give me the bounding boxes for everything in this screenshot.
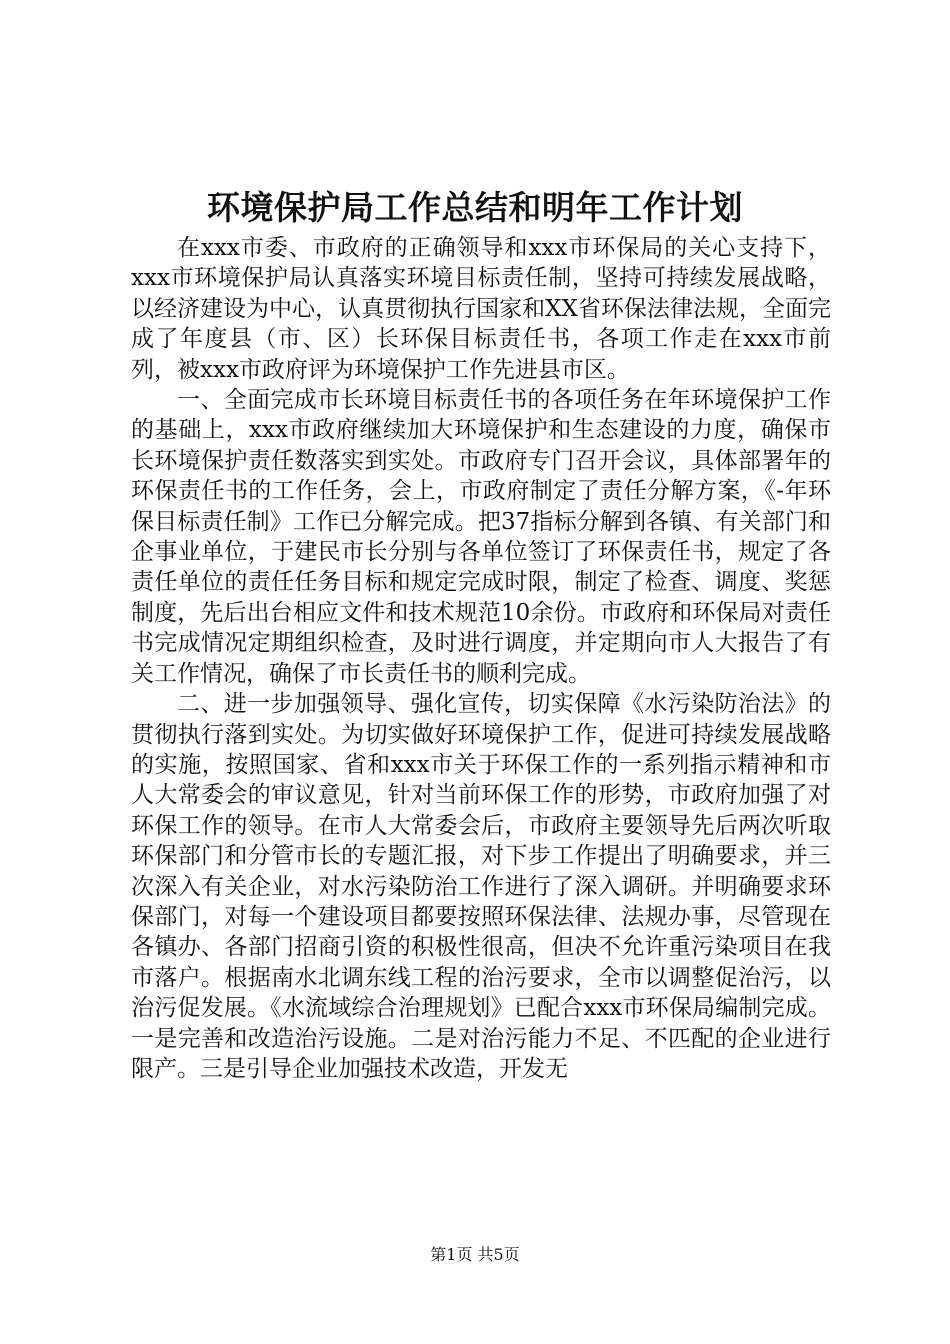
page-number-footer: 第1页 共5页 bbox=[430, 1245, 520, 1264]
document-body bbox=[131, 233, 831, 1084]
document-title: 环境保护局工作总结和明年工作计划 bbox=[207, 188, 743, 227]
paragraph-section-one: 一、全面完成市长环境目标责任书的各项任务在年环境保护工作的基础上，xxx市政府继续加大环境保护和生态建设的力度，确保市长环境保护责任数落实到实处。市政府专门召开会议，具体部署年的环保责任书的工作任务，会上，市政府制定了责任分解方案，《-年环保目标责任制》工作已分解完成。把37指标分解到各镇、有关部门和企事业单位，于建民市长分别与各单位签订了环保责任书，规定了各责任单位的责任任务目标和规定完成时限，制定了检查、调度、奖惩制度，先后出台相应文件和技术规范10余份。市政府和环保局对责任书完成情况定期组织检查，及时进行调度，并定期向市人大报告了有关工作情况，确保了市长责任书的顺利完成。 bbox=[131, 387, 831, 687]
paragraph-intro: 在xxx市委、市政府的正确领导和xxx市环保局的关心支持下，xxx市环境保护局认真落实环境目标责任制，坚持可持续发展战略，以经济建设为中心，认真贯彻执行国家和XX省环保法律法规，全面完成了年度县（市、区）长环保目标责任书，各项工作走在xxx市前列，被xxx市政府评为环境保护工作先进县市区。 bbox=[131, 235, 831, 383]
paragraph-section-two: 二、进一步加强领导、强化宣传，切实保障《水污染防治法》的贯彻执行落到实处。为切实做好环境保护工作，促进可持续发展战略的实施，按照国家、省和xxx市关于环保工作的一系列指示精神和市人大常委会的审议意见，针对当前环保工作的形势，市政府加强了对环保工作的领导。在市人大常委会后，市政府主要领导先后两次听取环保部门和分管市长的专题汇报，对下步工作提出了明确要求，并三次深入有关企业，对水污染防治工作进行了深入调研。并明确要求环保部门，对每一个建设项目都要按照环保法律、法规办事，尽管现在各镇办、各部门招商引资的积极性很高，但决不允许重污染项目在我市落户。根据南水北调东线工程的治污要求，全市以调整促治污，以治污促发展。《水流域综合治理规划》已配合xxx市环保局编制完成。一是完善和改造治污设施。二是对治污能力不足、不匹配的企业进行限产。三是引导企业加强技术改造，开发无 bbox=[131, 691, 831, 1082]
